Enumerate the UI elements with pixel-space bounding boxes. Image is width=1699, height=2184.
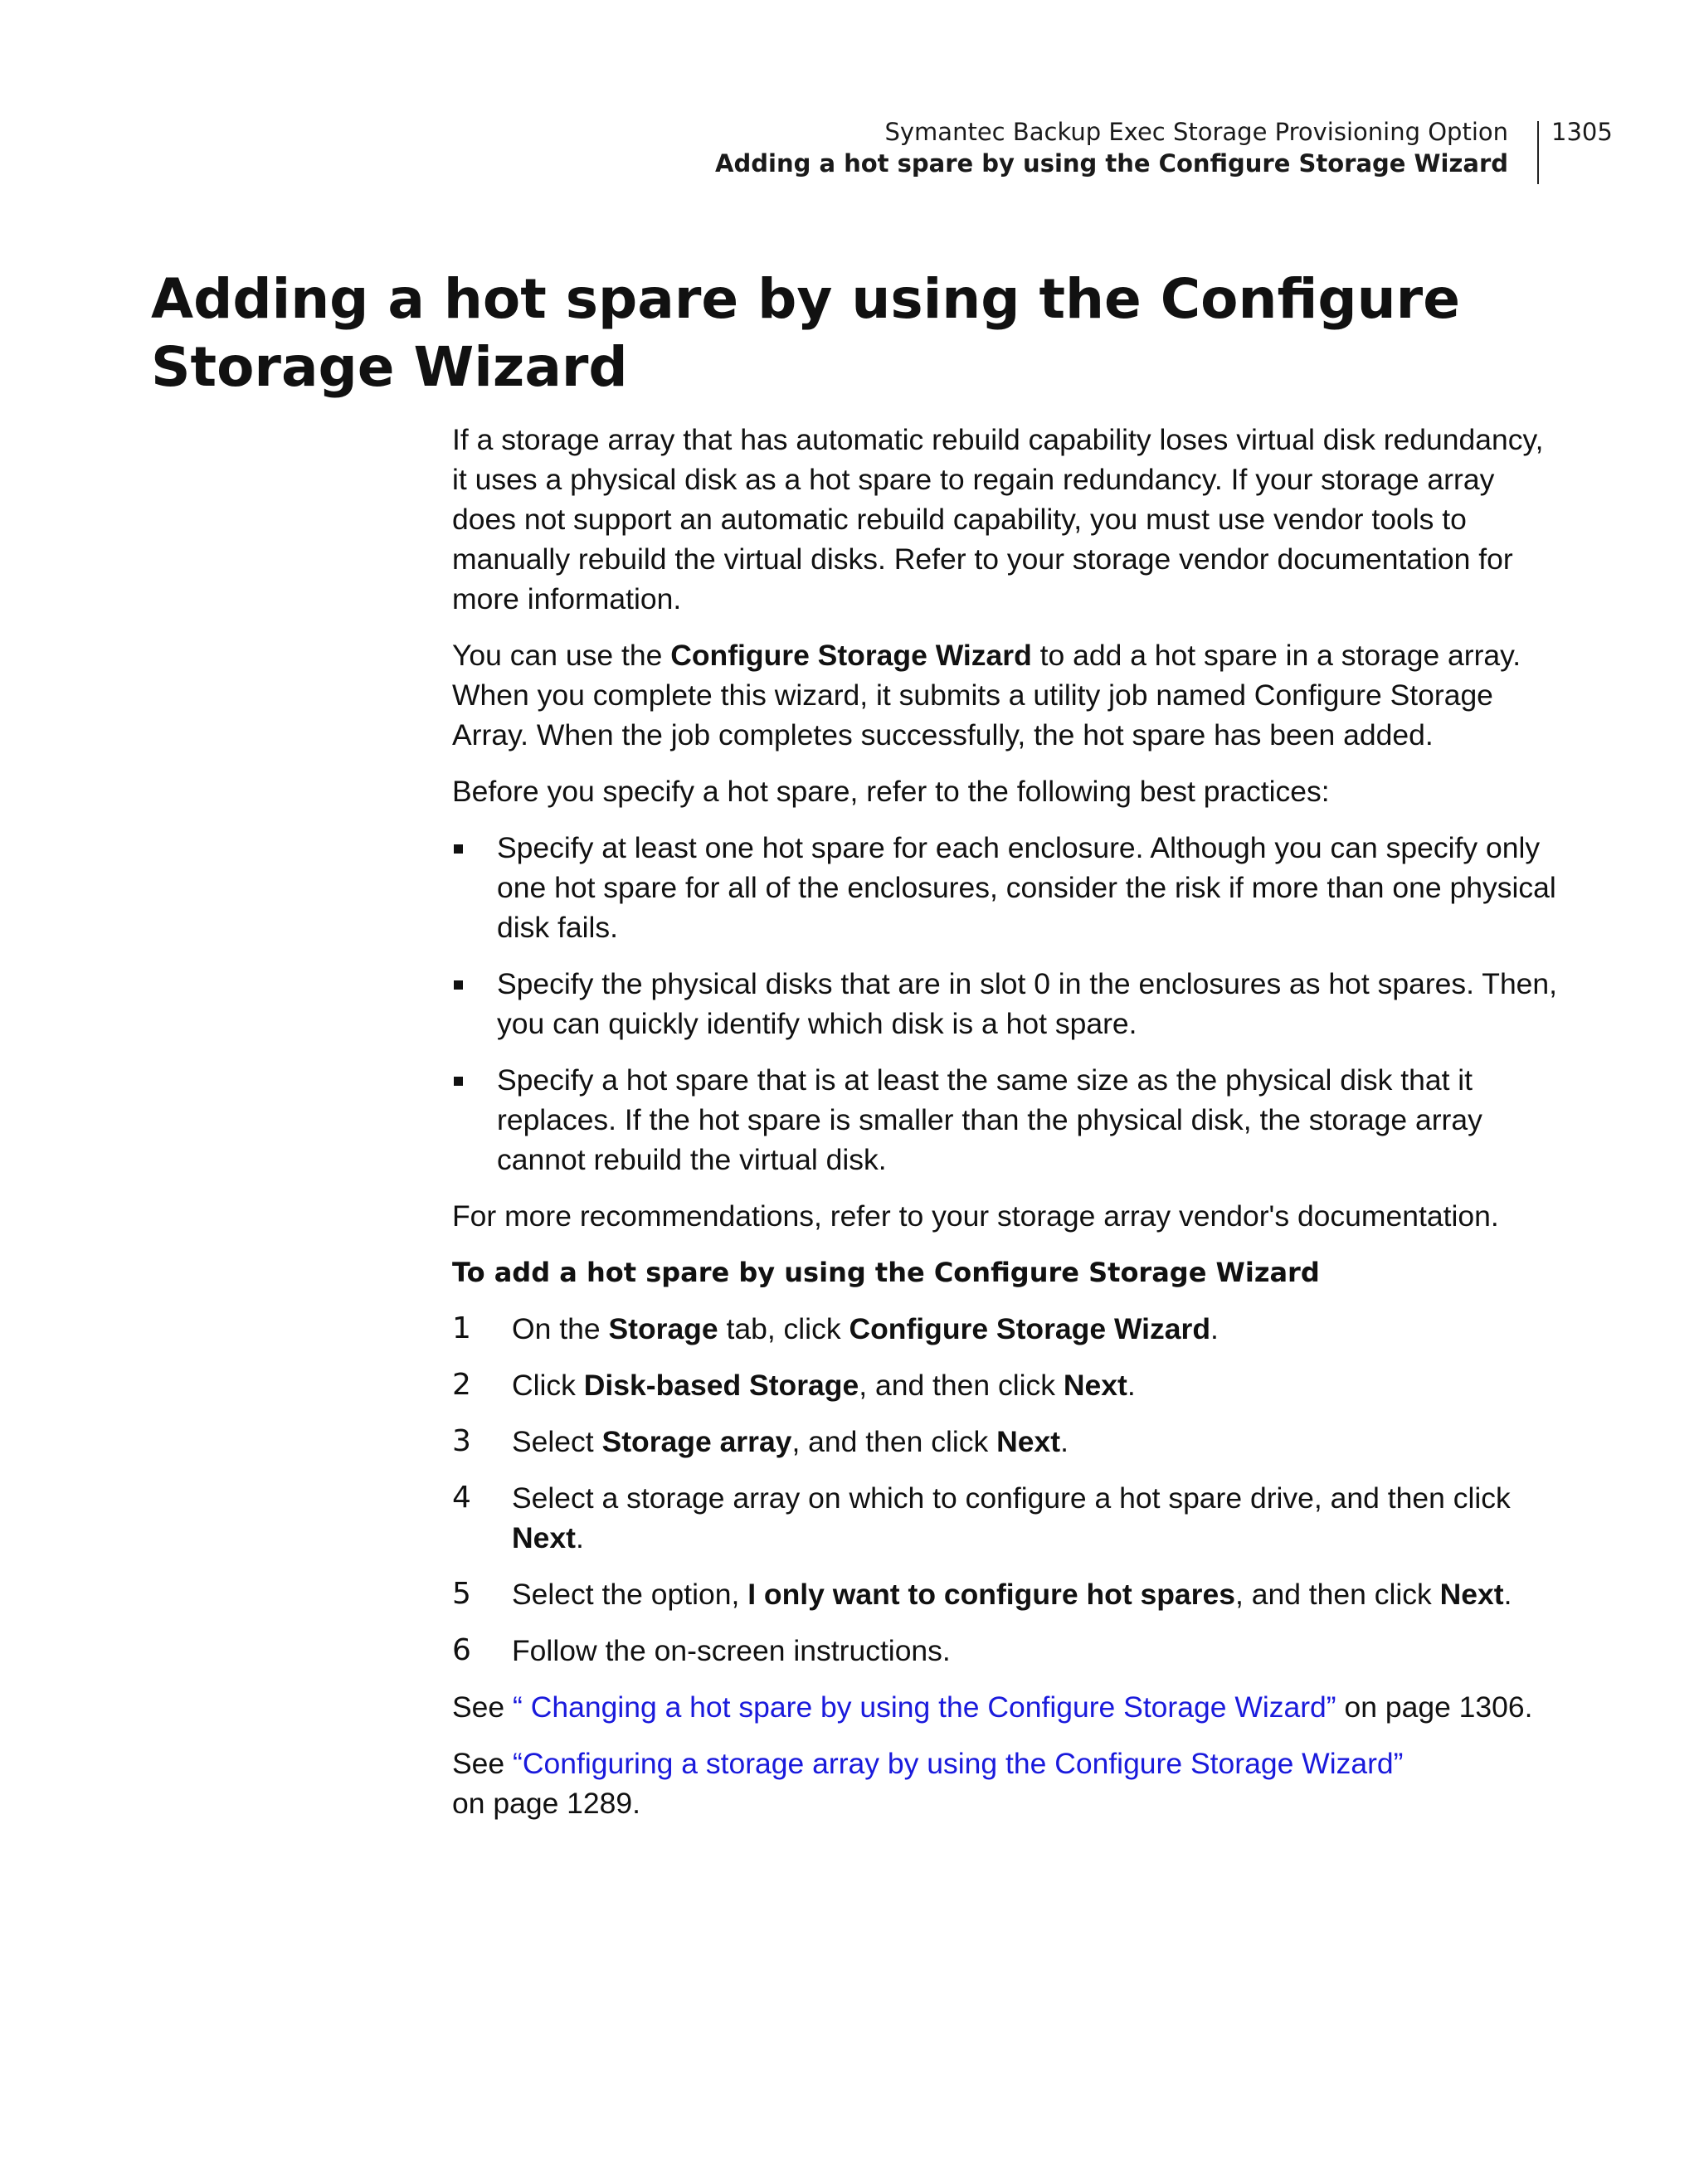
procedure-steps	[452, 1309, 1564, 1671]
step-bold: Disk-based Storage	[583, 1369, 859, 1402]
step-text: .	[1127, 1369, 1136, 1402]
list-item	[452, 828, 1564, 947]
list-item-text: Specify at least one hot spare for each enclosure. Although you can specify only one hot spare for all of the enclosures, consider the risk if more than one physical disk fails.	[497, 831, 1556, 944]
procedure-heading: To add a hot spare by using the Configure Storage Wizard	[452, 1257, 1320, 1288]
wizard-paragraph	[452, 635, 1564, 755]
see-also-suffix: on page 1306.	[1336, 1690, 1533, 1724]
running-header	[715, 116, 1508, 179]
step-number: 1	[452, 1311, 471, 1345]
list-item	[452, 1060, 1564, 1180]
see-also-1	[452, 1687, 1564, 1727]
step-text: Select	[512, 1425, 602, 1458]
page-number: 1305	[1551, 118, 1613, 146]
step-text: , and then click	[791, 1425, 997, 1458]
step-number: 4	[452, 1481, 471, 1515]
header-product: Symantec Backup Exec Storage Provisioning Option	[884, 118, 1508, 146]
step-bold: Next	[996, 1425, 1061, 1458]
square-bullet-icon	[454, 844, 463, 854]
step-text: .	[1210, 1312, 1219, 1345]
step-item	[452, 1574, 1564, 1614]
step-item	[452, 1365, 1564, 1405]
step-bold: Next	[1063, 1369, 1127, 1402]
header-section: Adding a hot spare by using the Configure Storage Wizard	[715, 149, 1508, 178]
recommendations-paragraph: For more recommendations, refer to your storage array vendor's documentation.	[452, 1199, 1499, 1233]
step-text: Select the option,	[512, 1578, 748, 1611]
see-also-suffix: on page 1289.	[452, 1787, 641, 1820]
step-text: , and then click	[859, 1369, 1064, 1402]
wizard-paragraph-bold: Configure Storage Wizard	[670, 639, 1032, 672]
header-divider	[1537, 121, 1539, 184]
step-text: , and then click	[1234, 1578, 1440, 1611]
best-practices-list	[452, 828, 1564, 1180]
list-item-text: Specify a hot spare that is at least the same size as the physical disk that it replaces. If the hot spare is smaller than the physical disk, the storage array cannot rebuild the virtual disk.	[497, 1063, 1482, 1176]
step-text: .	[1060, 1425, 1069, 1458]
list-item	[452, 964, 1564, 1043]
intro-paragraph: If a storage array that has automatic rebuild capability loses virtual disk redundancy, it uses a physical disk as a hot spare to regain redundancy. If your storage array does not support an automatic rebuild capability, you must use vendor tools to manually rebuild the virtual disks. Refer to your storage vendor documentation for more information.	[452, 423, 1544, 615]
step-text: .	[1503, 1578, 1512, 1611]
main-content	[452, 420, 1564, 1823]
step-text: .	[575, 1521, 584, 1554]
step-number: 3	[452, 1424, 471, 1458]
see-also-prefix: See	[452, 1747, 514, 1780]
step-item	[452, 1631, 1564, 1671]
wizard-paragraph-text-1: You can use the	[452, 639, 671, 672]
square-bullet-icon	[454, 980, 463, 990]
step-bold: Storage array	[601, 1425, 792, 1458]
see-also-2	[452, 1744, 1564, 1823]
step-text: Select a storage array on which to configure a hot spare drive, and then click	[512, 1481, 1511, 1515]
page-title: Adding a hot spare by using the Configure Storage Wizard	[151, 267, 1460, 399]
step-text: On the	[512, 1312, 609, 1345]
best-practices-intro: Before you specify a hot spare, refer to the following best practices:	[452, 775, 1330, 808]
step-text: Click	[512, 1369, 584, 1402]
cross-reference-link[interactable]: “Configuring a storage array by using the Configure Storage Wizard”	[513, 1747, 1404, 1780]
step-item	[452, 1478, 1564, 1558]
step-number: 2	[452, 1368, 471, 1402]
cross-reference-link[interactable]: “ Changing a hot spare by using the Configure Storage Wizard”	[513, 1690, 1336, 1724]
step-bold: Next	[1439, 1578, 1504, 1611]
step-bold: Configure Storage Wizard	[849, 1312, 1211, 1345]
list-item-text: Specify the physical disks that are in slot 0 in the enclosures as hot spares. Then, you can quickly identify which disk is a hot spare.	[497, 967, 1558, 1040]
step-item	[452, 1309, 1564, 1349]
step-bold: Storage	[608, 1312, 718, 1345]
see-also-prefix: See	[452, 1690, 514, 1724]
step-number: 5	[452, 1577, 471, 1611]
square-bullet-icon	[454, 1077, 463, 1086]
step-number: 6	[452, 1633, 471, 1667]
step-bold: I only want to configure hot spares	[747, 1578, 1235, 1611]
wizard-paragraph-text-2: to add a hot spare in a storage array. When you complete this wizard, it submits a utility job named Configure Storage Array. When the job completes successfully, the hot spare has been added.	[452, 639, 1521, 752]
step-text: Follow the on-screen instructions.	[512, 1634, 951, 1667]
step-item	[452, 1422, 1564, 1462]
step-text: tab, click	[718, 1312, 850, 1345]
step-bold: Next	[512, 1521, 576, 1554]
